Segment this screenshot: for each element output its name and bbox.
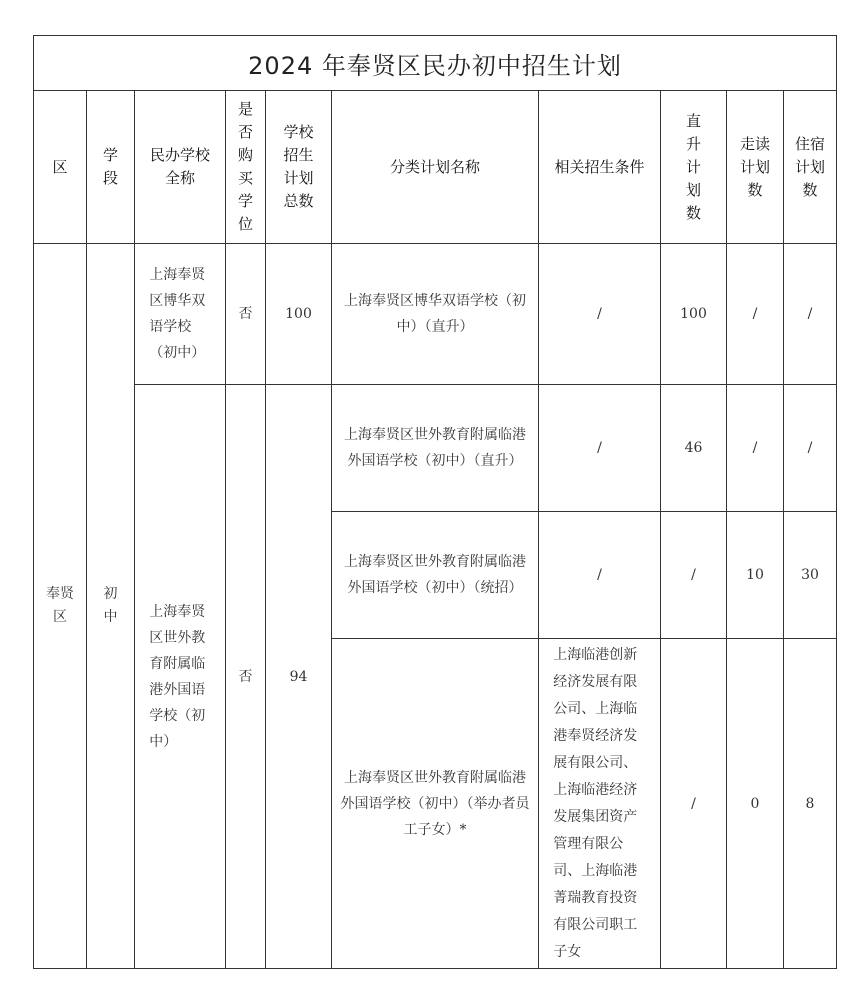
district-cell: 奉贤区 (34, 244, 87, 969)
conditions-cell: / (539, 385, 661, 512)
plan-name-cell: 上海奉贤区博华双语学校（初中）（直升） (332, 244, 539, 385)
table-row (34, 244, 837, 385)
table-title: 2024 年奉贤区民办初中招生计划 (34, 36, 837, 91)
direct-cell: / (661, 512, 727, 639)
day-cell: / (727, 385, 784, 512)
direct-cell: 46 (661, 385, 727, 512)
day-cell: 10 (727, 512, 784, 639)
enrollment-plan-table (33, 35, 837, 969)
total-cell: 100 (266, 244, 332, 385)
header-stage: 学段 (87, 91, 135, 244)
day-cell: 0 (727, 639, 784, 969)
conditions-cell: 上海临港创新经济发展有限公司、上海临港奉贤经济发展有限公司、上海临港经济发展集团资产管理有限公司、上海临港菁瑞教育投资有限公司职工子女 (539, 639, 661, 969)
conditions-cell: / (539, 244, 661, 385)
header-direct: 直升计划数 (661, 91, 727, 244)
boarding-cell: / (784, 244, 837, 385)
direct-cell: 100 (661, 244, 727, 385)
header-buy-seat: 是否购买学位 (226, 91, 266, 244)
buy-seat-cell: 否 (226, 385, 266, 969)
table-row (34, 385, 837, 512)
header-conditions: 相关招生条件 (539, 91, 661, 244)
boarding-cell: / (784, 385, 837, 512)
plan-name-cell: 上海奉贤区世外教育附属临港外国语学校（初中）（直升） (332, 385, 539, 512)
header-school: 民办学校全称 (135, 91, 226, 244)
total-cell: 94 (266, 385, 332, 969)
stage-cell: 初中 (87, 244, 135, 969)
day-cell: / (727, 244, 784, 385)
buy-seat-cell: 否 (226, 244, 266, 385)
header-total: 学校招生计划总数 (266, 91, 332, 244)
header-plan-name: 分类计划名称 (332, 91, 539, 244)
conditions-cell: / (539, 512, 661, 639)
plan-name-cell: 上海奉贤区世外教育附属临港外国语学校（初中）（举办者员工子女）* (332, 639, 539, 969)
header-district: 区 (34, 91, 87, 244)
header-day: 走读计划数 (727, 91, 784, 244)
boarding-cell: 30 (784, 512, 837, 639)
boarding-cell: 8 (784, 639, 837, 969)
school-name-cell: 上海奉贤区世外教育附属临港外国语学校（初中） (135, 385, 226, 969)
direct-cell: / (661, 639, 727, 969)
header-boarding: 住宿计划数 (784, 91, 837, 244)
plan-name-cell: 上海奉贤区世外教育附属临港外国语学校（初中）（统招） (332, 512, 539, 639)
school-name-cell: 上海奉贤区博华双语学校（初中） (135, 244, 226, 385)
